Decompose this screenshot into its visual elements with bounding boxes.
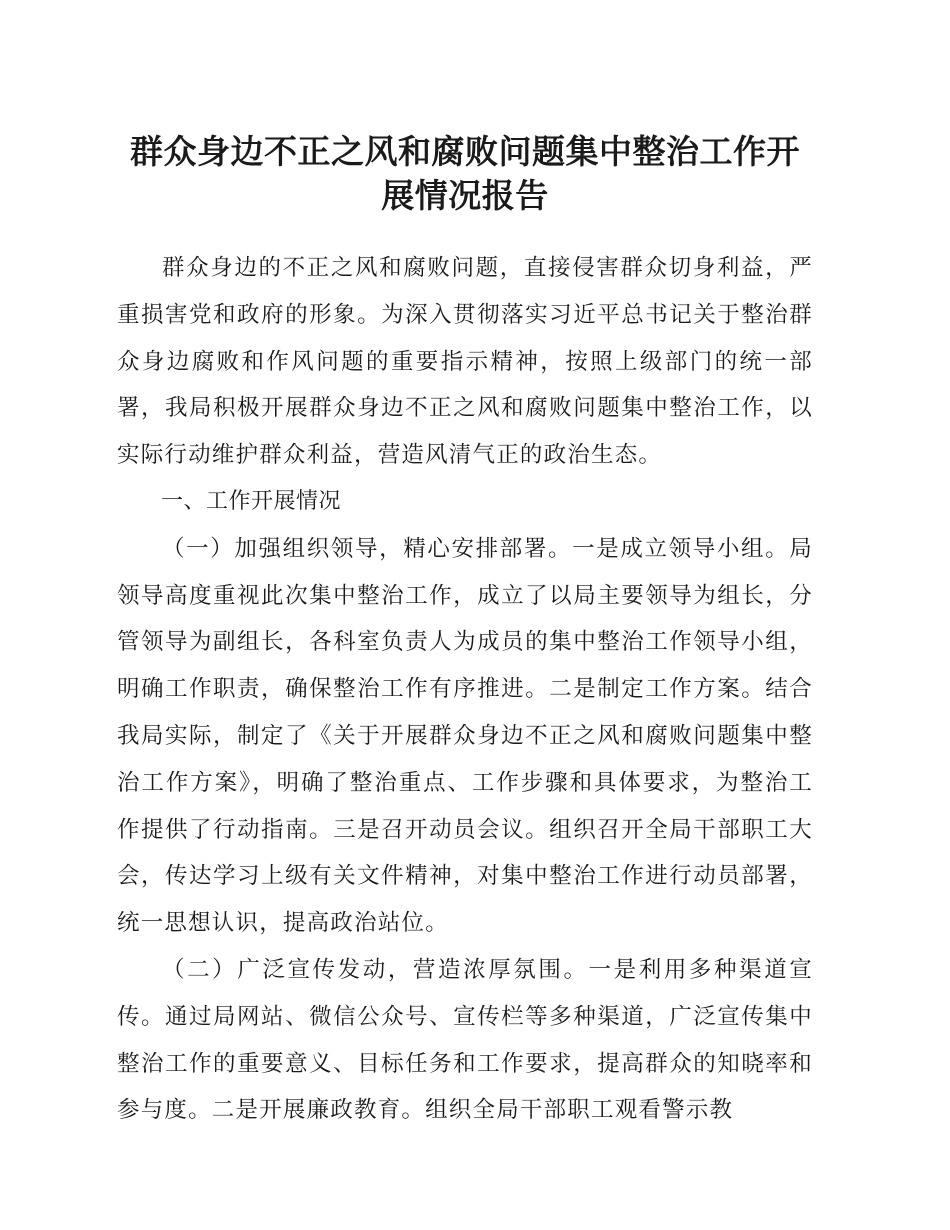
document-title [117, 130, 813, 218]
section-heading: 一、工作开展情况 [161, 488, 342, 514]
body-paragraph: （一）加强组织领导，精心安排部署。一是成立领导小组。局领导高度重视此次集中整治工作，成立了以局主要领导为组长，分管领导为副组长，各科室负责人为成员的集中整治工作领导小组，明确工作职责，确保整治工作有序推进。二是制定工作方案。结合我局实际，制定了《关于开展群众身边不正之风和腐败问题集中整治工作方案》，明确了整治重点、工作步骤和具体要求，为整治工作提供了行动指南。三是召开动员会议。组织召开全局干部职工大会，传达学习上级有关文件精神，对集中整治工作进行动员部署，统一思想认识，提高政治站位。 [117, 535, 813, 937]
title-line-1: 群众身边不正之风和腐败问题集中整治工作开 [130, 132, 800, 171]
body-paragraph: （二）广泛宣传发动，营造浓厚氛围。一是利用多种渠道宣传。通过局网站、微信公众号、宣传栏等多种渠道，广泛宣传集中整治工作的重要意义、目标任务和工作要求，提高群众的知晓率和参与度。二是开展廉政教育。组织全局干部职工观看警示教 [117, 956, 813, 1124]
document-page [117, 130, 813, 1134]
title-line-2: 展情况报告 [381, 176, 549, 215]
intro-paragraph: 群众身边的不正之风和腐败问题，直接侵害群众切身利益，严重损害党和政府的形象。为深入贯彻落实习近平总书记关于整治群众身边腐败和作风问题的重要指示精神，按照上级部门的统一部署，我局积极开展群众身边不正之风和腐败问题集中整治工作，以实际行动维护群众利益，营造风清气正的政治生态。 [117, 255, 813, 469]
